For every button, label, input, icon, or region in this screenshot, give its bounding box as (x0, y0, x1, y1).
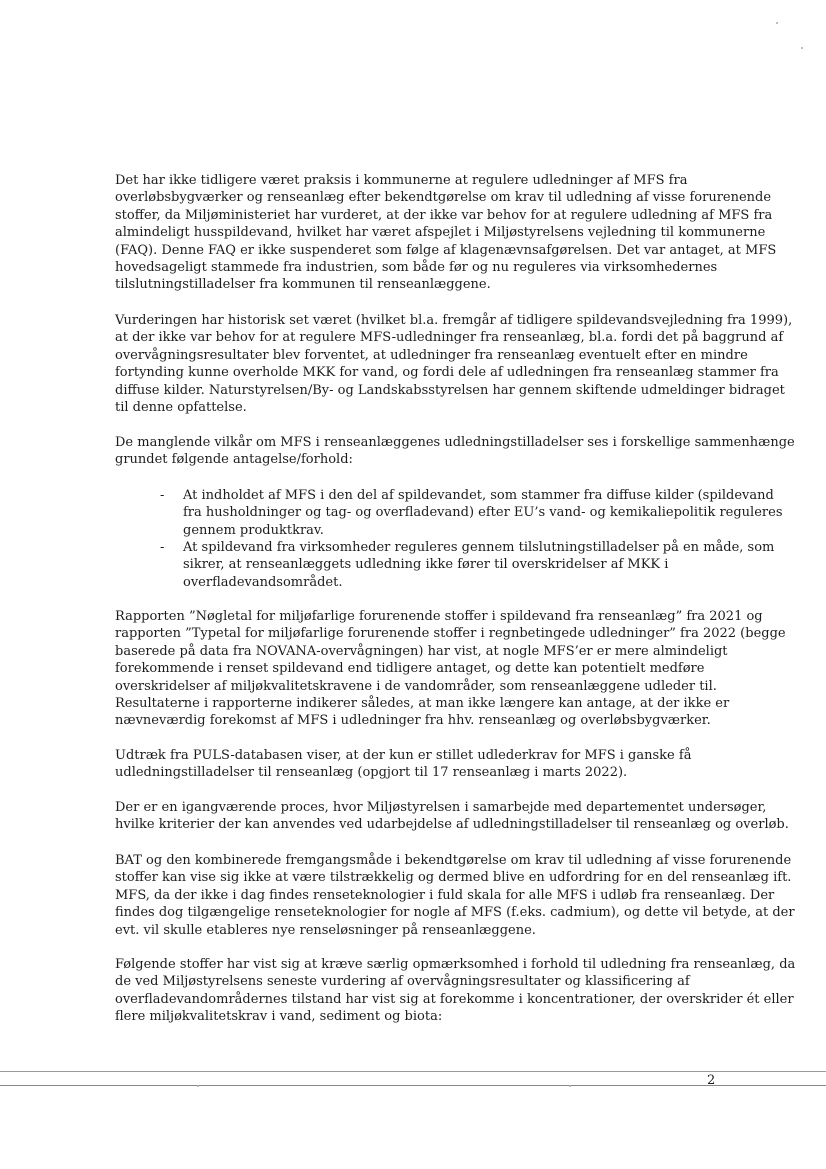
text-line: evt. vil skulle etableres nye renseløsninger på renseanlæggene. (115, 922, 536, 938)
footer-rule-top (0, 1071, 826, 1072)
text-line: at der ikke var behov for at regulere MFS-udledninger fra renseanlæg, bl.a. fordi det på baggrund af (115, 330, 784, 346)
text-line: Der er en igangværende proces, hvor Miljøstyrelsen i samarbejde med departementet undersøger, (115, 800, 767, 815)
text-line: Vurderingen har historisk set været (hvilket bl.a. fremgår af tidligere spildevandsvejledning fra 1999), (115, 313, 793, 328)
text-line: overvågningsresultater blev forventet, at udledninger fra renseanlæg eventuelt efter en mindre (115, 347, 748, 363)
text-line: findes dog tilgængelige renseteknologier for nogle af MFS (f.eks. cadmium), og dette vil betyde, at der (115, 905, 795, 921)
text-line: De manglende vilkår om MFS i renseanlæggenes udledningstilladelser ses i forskellige sammenhænge (115, 435, 795, 450)
paragraph-missing-conditions (115, 434, 795, 469)
text-line: stoffer kan vise sig ikke at være tilstrækkelig og dermed blive en udfordring for en del renseanlæg ift. (115, 870, 792, 886)
text-line: forekommende i renset spildevand end tidligere antaget, og dette kan potentielt medføre (115, 661, 705, 677)
text-line: sikrer, at renseanlæggets udledning ikke fører til overskridelser af MKK i (183, 557, 669, 573)
text-line: (FAQ). Denne FAQ er ikke suspenderet som følge af klagenævnsafgørelsen. Det var antaget, at MFS (115, 242, 777, 258)
text-line: Det har ikke tidligere været praksis i kommunerne at regulere udledninger af MFS fra (115, 173, 688, 188)
text-line: At indholdet af MFS i den del af spildevandet, som stammer fra diffuse kilder (spildevand (183, 488, 774, 503)
text-line: MFS, da der ikke i dag findes renseteknologier i fuld skala for alle MFS i udløb fra renseanlæg. Der (115, 887, 775, 903)
paragraph-ongoing-process (115, 799, 789, 834)
scan-speck (197, 1085, 199, 1087)
text-line: hovedsageligt stammede fra industrien, som både før og nu reguleres via virksomhedernes (115, 259, 718, 275)
text-line: udledningstilladelser til renseanlæg (opgjort til 17 renseanlæg i marts 2022). (115, 765, 628, 781)
text-line: baserede på data fra NOVANA-overvågningen) har vist, at nogle MFS’er er mere almindeligt (115, 643, 728, 659)
text-line: overskridelser af miljøkvalitetskravene i de vandområder, som renseanlæggene udleder til. (115, 678, 717, 694)
text-line: fortynding kunne overholde MKK for vand, og fordi dele af udledningen fra renseanlæg stammer fra (115, 365, 779, 381)
text-line: overfladevandområdernes tilstand har vist sig at forekomme i koncentrationer, der overskrider ét eller (115, 991, 794, 1007)
text-line: stoffer, da Miljøministeriet har vurderet, at der ikke var behov for at regulere udledning af MFS fra (115, 207, 773, 223)
text-line: rapporten ”Typetal for miljøfarlige forurenende stoffer i regnbetingede udledninger” fra 2022 (begge (115, 626, 786, 642)
text-line: diffuse kilder. Naturstyrelsen/By- og Landskabsstyrelsen har gennem skiftende udmeldinger bidraget (115, 382, 785, 398)
text-line: til denne opfattelse. (115, 399, 247, 415)
page-number: 2 (707, 1073, 716, 1088)
text-line: overløbsbygværker og renseanlæg efter bekendtgørelse om krav til udledning af visse forurenende (115, 190, 772, 206)
text-line: Resultaterne i rapporterne indikerer således, at man ikke længere kan antage, at der ikke er (115, 695, 730, 711)
text-line: de ved Miljøstyrelsens seneste vurdering af overvågningsresultater og klassificering af (115, 974, 690, 990)
text-line: flere miljøkvalitetskrav i vand, sediment og biota: (115, 1009, 443, 1025)
text-line: BAT og den kombinerede fremgangsmåde i bekendtgørelse om krav til udledning af visse forurenende (115, 853, 792, 868)
text-line: overfladevandsområdet. (183, 574, 343, 590)
paragraph-bat (115, 852, 795, 939)
scan-speck (569, 1085, 571, 1087)
paragraph-practice (115, 172, 777, 294)
scan-speck (776, 22, 778, 24)
bullet-marker: - (160, 540, 165, 555)
text-line: almindeligt husspildevand, hvilket har været afspejlet i Miljøstyrelsens vejledning til kommunerne (115, 225, 766, 241)
footer-rule-bottom (0, 1085, 826, 1086)
text-line: Udtræk fra PULS-databasen viser, at der kun er stillet udlederkrav for MFS i ganske få (115, 748, 692, 763)
text-line: tilslutningstilladelser fra kommunen til renseanlæggene. (115, 277, 491, 293)
text-line: Rapporten ”Nøgletal for miljøfarlige forurenende stoffer i spildevand fra renseanlæg” fra 2021 og (115, 609, 763, 624)
bullet-marker: - (160, 488, 165, 503)
text-line: Følgende stoffer har vist sig at kræve særlig opmærksomhed i forhold til udledning fra renseanlæg, da (115, 957, 796, 972)
text-line: gennem produktkrav. (183, 522, 324, 538)
text-line: hvilke kriterier der kan anvendes ved udarbejdelse af udledningstilladelser til renseanlæg og overløb. (115, 817, 789, 833)
text-line: At spildevand fra virksomheder reguleres gennem tilslutningstilladelser på en måde, som (183, 540, 775, 555)
scan-speck (801, 47, 803, 49)
paragraph-reports (115, 608, 786, 730)
text-line: grundet følgende antagelse/forhold: (115, 452, 353, 468)
paragraph-substances (115, 956, 796, 1026)
text-line: fra husholdninger og tag- og overfladevand) efter EU’s vand- og kemikaliepolitik reguleres (183, 505, 783, 521)
text-line: nævneværdig forekomst af MFS i udledninger fra hhv. renseanlæg og overløbsbygværker. (115, 713, 711, 729)
paragraph-puls-database (115, 747, 715, 782)
paragraph-assessment (115, 312, 793, 416)
